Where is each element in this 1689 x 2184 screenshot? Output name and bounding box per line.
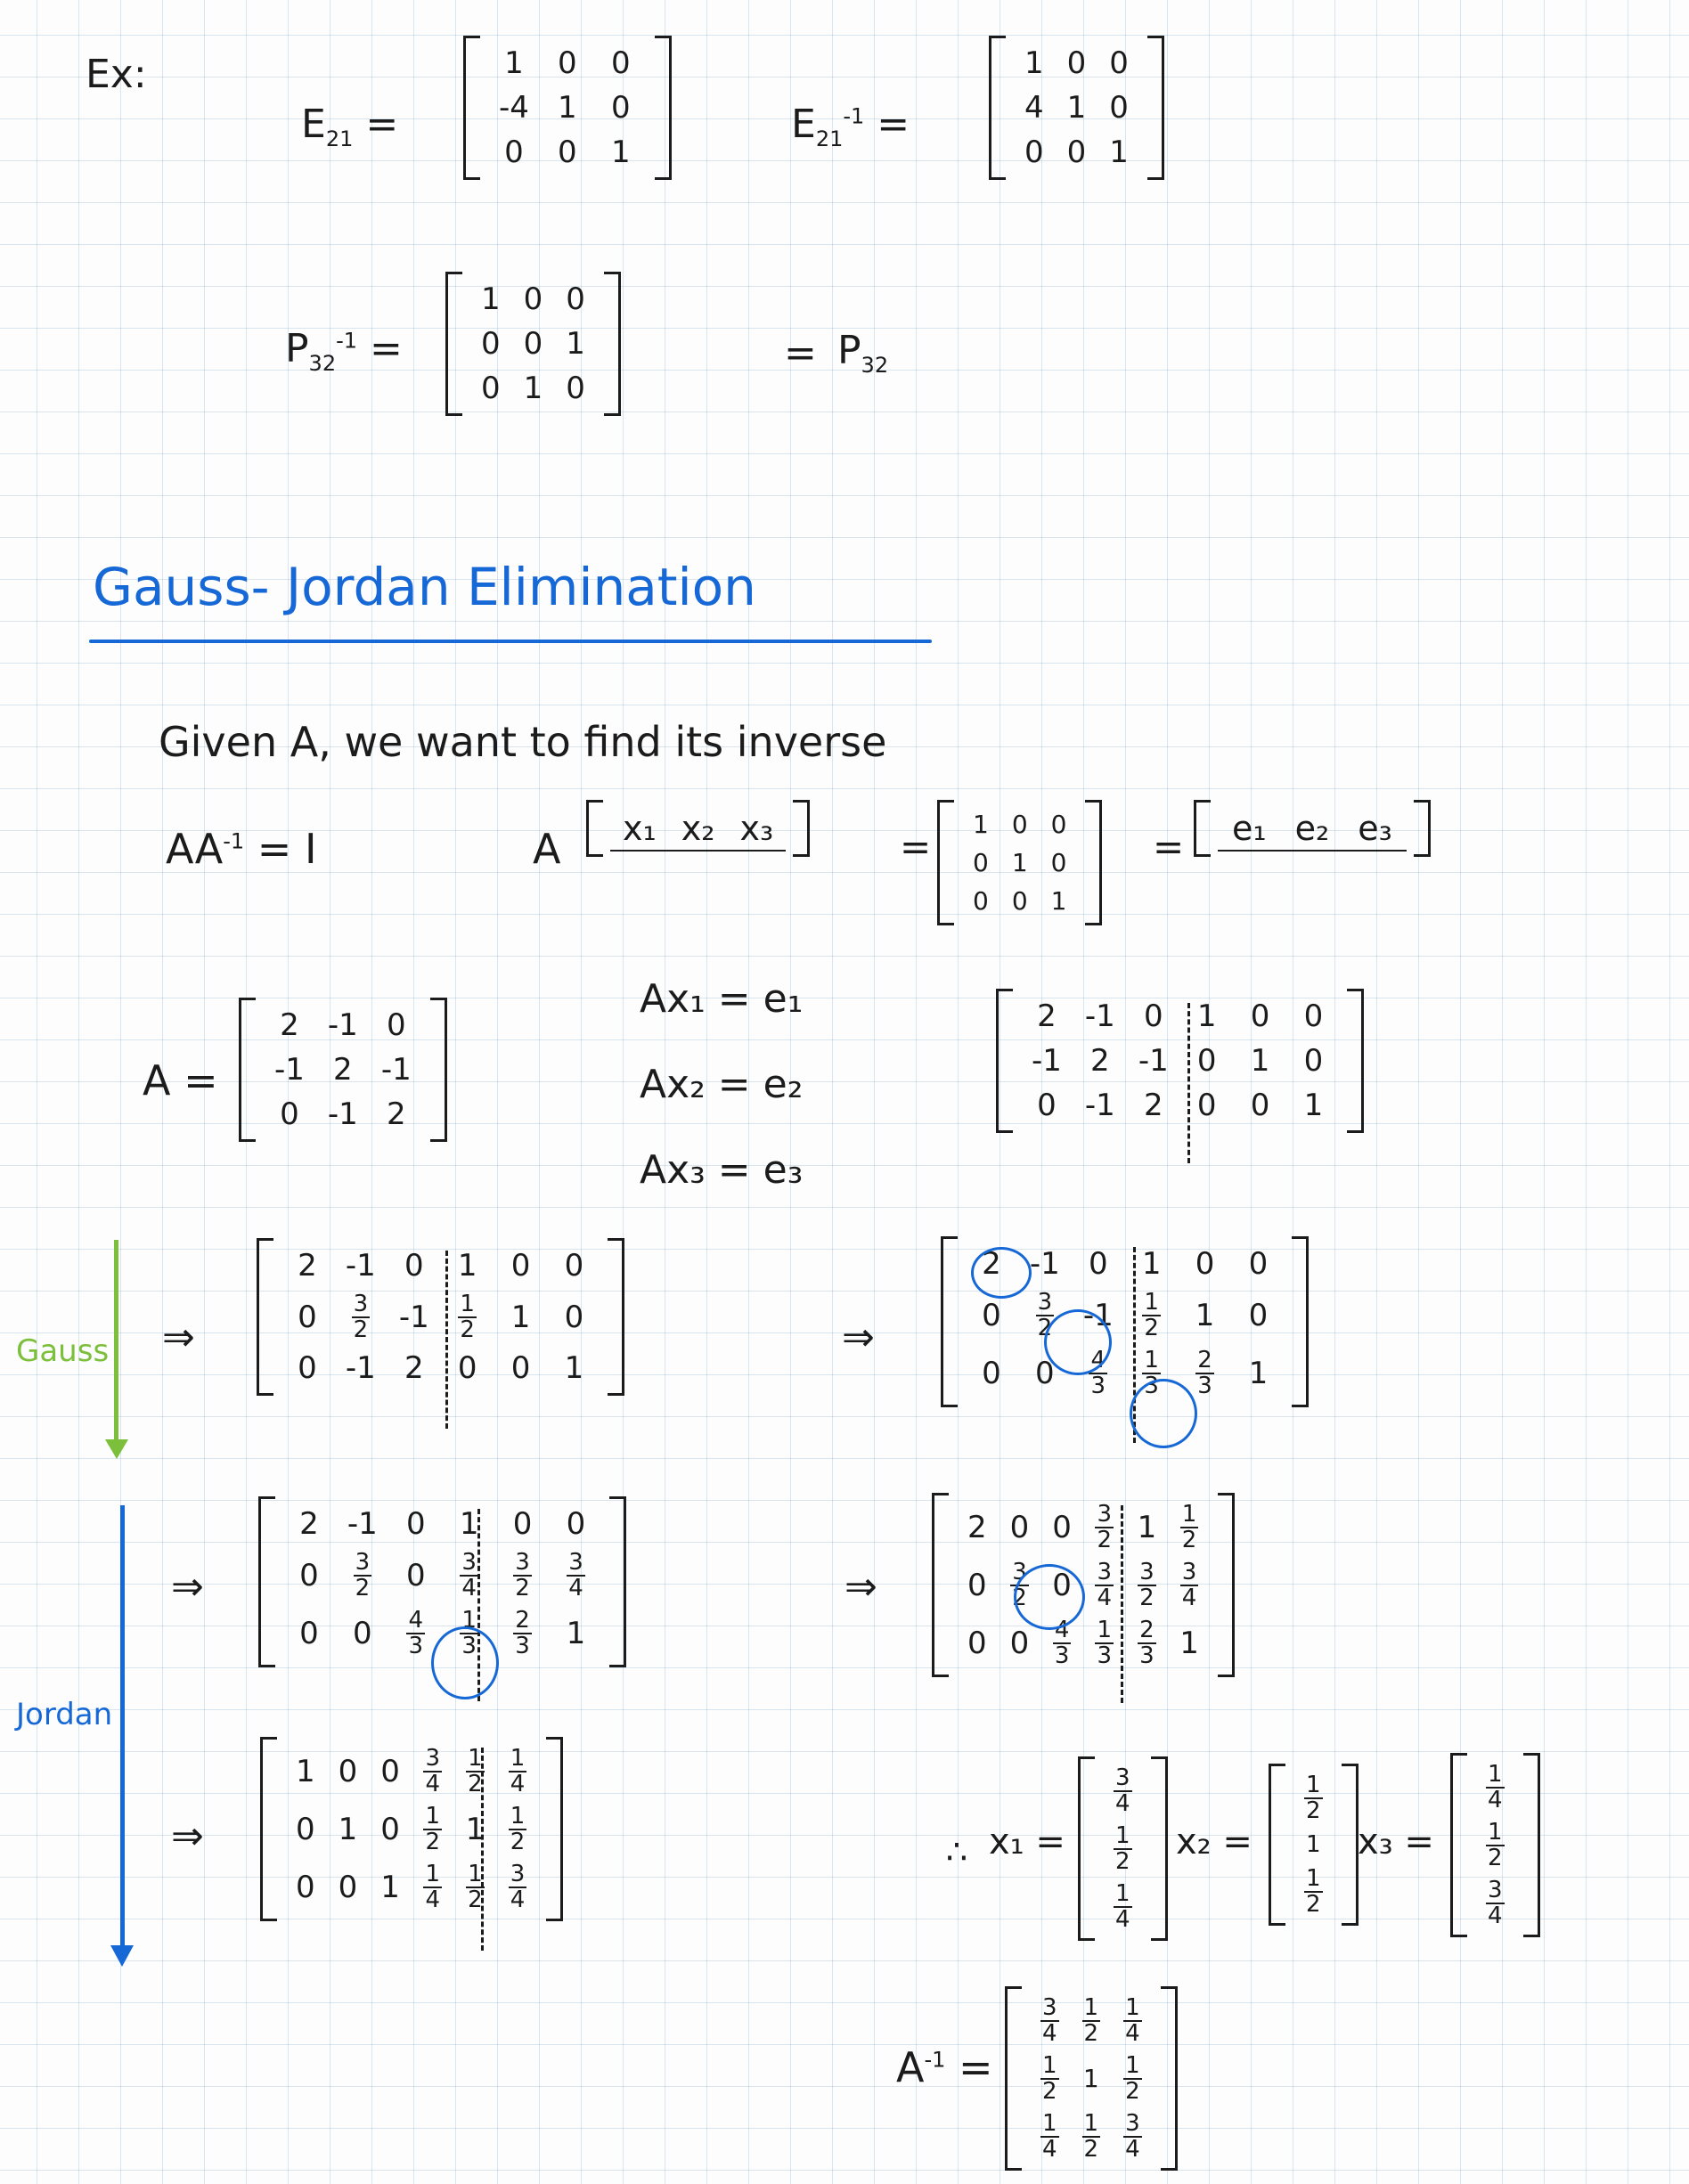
- matrix-cell: 0: [1035, 1355, 1055, 1391]
- matrix-cell: 0: [1250, 998, 1270, 1034]
- x2-label: x₂ =: [1176, 1821, 1252, 1862]
- matrix-cell: $\frac{1}{2}$: [1144, 1289, 1159, 1341]
- matrix-cell: $\frac{1}{4}$: [1488, 1761, 1503, 1813]
- matrix-cell: x₃: [727, 805, 786, 852]
- matrix-cell: 1: [1011, 848, 1028, 877]
- bracket-right: [655, 36, 672, 180]
- matrix-cell: -1: [327, 1096, 358, 1132]
- bracket-left: [932, 1493, 949, 1677]
- bracket-right: [1342, 1764, 1359, 1926]
- matrix-cell: e₃: [1343, 805, 1407, 852]
- matrix-cell: 1: [1141, 1246, 1162, 1282]
- matrix-e-columns: [1194, 800, 1431, 857]
- bracket-left: [996, 989, 1013, 1133]
- page-title: Gauss- Jordan Elimination: [93, 557, 756, 617]
- matrix-cell: $\frac{1}{2}$: [1488, 1819, 1503, 1871]
- matrix-cell: 0: [296, 1869, 315, 1905]
- matrix-cell: -1: [1032, 1043, 1062, 1079]
- jordan-label: Jordan: [16, 1697, 113, 1732]
- matrix-cell: -1: [345, 1350, 376, 1387]
- bracket-left: [1269, 1764, 1285, 1926]
- matrix-cell: 0: [1109, 45, 1129, 81]
- equals-identity: = I: [257, 825, 317, 873]
- equals-sign-1: =: [900, 825, 932, 868]
- matrix-cell: 0: [523, 281, 543, 317]
- matrix-cell: 0: [1009, 1509, 1030, 1545]
- matrix-cell: $\frac{3}{4}$: [510, 1861, 526, 1913]
- a-inverse-superscript: -1: [924, 2047, 946, 2073]
- bracket-left: [937, 800, 954, 925]
- matrix-cell: 1: [1196, 998, 1217, 1034]
- e21-subscript: 21: [325, 126, 354, 151]
- matrix-cell: 0: [610, 45, 631, 81]
- matrix-cell: 0: [405, 1506, 426, 1542]
- matrix-cell: $\frac{1}{4}$: [510, 1745, 526, 1797]
- e21inv-subscript: 21: [815, 126, 844, 151]
- matrix-cell: 1: [1179, 1625, 1199, 1661]
- implies-5: ⇒: [171, 1813, 204, 1859]
- matrix-cell: -1: [327, 1007, 358, 1043]
- e21-letter: E: [301, 102, 326, 147]
- matrix-cell: 0: [481, 371, 501, 406]
- matrix-cell: $\frac{3}{4}$: [425, 1745, 441, 1797]
- bracket-right: [1151, 1756, 1168, 1941]
- p32inv-subscript: 32: [308, 350, 337, 376]
- bracket-left: [257, 1238, 273, 1396]
- step4-divider: [1121, 1505, 1123, 1703]
- p32inv-letter: P: [285, 326, 309, 371]
- matrix-cell: 1: [1109, 134, 1129, 170]
- matrix-cell: $\frac{3}{2}$: [515, 1549, 530, 1601]
- matrix-cell: 2: [280, 1007, 299, 1043]
- matrix-a-label: A =: [143, 1056, 218, 1104]
- aa-superscript: -1: [223, 828, 245, 854]
- matrix-cell: 0: [380, 1811, 400, 1847]
- matrix-cell: $\frac{3}{4}$: [568, 1549, 583, 1601]
- matrix-e21: [463, 36, 672, 180]
- matrix-a: [239, 998, 447, 1142]
- matrix-cell: 1: [1250, 1043, 1270, 1079]
- matrix-cell: 2: [967, 1509, 987, 1545]
- matrix-cell: $\frac{3}{2}$: [1037, 1289, 1053, 1341]
- matrix-a-inverse: [1005, 1986, 1178, 2171]
- matrix-cell: 1: [973, 810, 989, 839]
- bracket-right: [1218, 1493, 1235, 1677]
- matrix-cell: 0: [1050, 848, 1067, 877]
- bracket-right: [1523, 1753, 1540, 1937]
- matrix-cell: 0: [510, 1248, 531, 1284]
- matrix-cell: $\frac{3}{4}$: [1181, 1559, 1197, 1611]
- matrix-cell: $\frac{2}{3}$: [1197, 1347, 1212, 1399]
- matrix-cell: $\frac{1}{2}$: [425, 1803, 441, 1855]
- matrix-cell: -1: [274, 1052, 305, 1088]
- p32inv-superscript: -1: [336, 328, 358, 354]
- matrix-cell: $\frac{3}{4}$: [1097, 1559, 1113, 1611]
- bracket-right: [608, 1238, 624, 1396]
- matrix-cell: 0: [1011, 810, 1028, 839]
- matrix-cell: 1: [465, 1811, 485, 1847]
- aa-inverse: AA: [166, 825, 224, 873]
- matrix-cell: 0: [404, 1248, 424, 1284]
- matrix-step4: [932, 1493, 1235, 1677]
- matrix-identity: [937, 800, 1102, 925]
- matrix-cell: x₂: [669, 805, 728, 852]
- bracket-right: [430, 998, 447, 1142]
- p32-equals: =: [784, 330, 817, 376]
- matrix-cell: 0: [299, 1557, 319, 1593]
- e21-inverse-label: $E_{21}^{-1}$ =: [791, 102, 910, 151]
- matrix-cell: $\frac{3}{2}$: [1139, 1559, 1155, 1611]
- matrix-cell: 0: [973, 848, 989, 877]
- bracket-right: [609, 1496, 626, 1667]
- matrix-cell: 1: [1024, 45, 1044, 81]
- matrix-cell: $\frac{1}{2}$: [1115, 1822, 1130, 1875]
- jordan-arrow-shaft: [120, 1505, 125, 1949]
- matrix-cell: $\frac{1}{2}$: [468, 1861, 483, 1913]
- pivot-circle-5: [1014, 1564, 1085, 1630]
- vector-x2: [1269, 1764, 1359, 1926]
- matrix-cell: 0: [1109, 90, 1129, 126]
- matrix-cell: 0: [967, 1625, 987, 1661]
- matrix-cell: 0: [299, 1615, 319, 1651]
- matrix-cell: $\frac{3}{4}$: [1488, 1877, 1503, 1929]
- step1-divider: [445, 1251, 448, 1429]
- vector-x1: [1078, 1756, 1168, 1941]
- matrix-cell: 0: [1024, 134, 1044, 170]
- gauss-arrow-shaft: [114, 1240, 118, 1443]
- vector-x3: [1450, 1753, 1540, 1937]
- matrix-cell: 0: [1066, 45, 1087, 81]
- system-eq-2: Ax₂ = e₂: [640, 1062, 804, 1107]
- matrix-cell: 0: [1088, 1246, 1108, 1282]
- e21-label: $E_{21}$ =: [301, 102, 399, 151]
- matrix-cell: -1: [347, 1506, 378, 1542]
- bracket-left: [1078, 1756, 1095, 1941]
- matrix-cell: -1: [1084, 998, 1115, 1034]
- matrix-cell: 1: [1050, 886, 1067, 916]
- jordan-arrow-head: [110, 1945, 134, 1967]
- matrix-cell: $\frac{1}{2}$: [460, 1291, 475, 1343]
- matrix-cell: 1: [1306, 1831, 1321, 1859]
- matrix-cell: 0: [1248, 1246, 1269, 1282]
- matrix-cell: 0: [1143, 998, 1163, 1034]
- matrix-cell: 2: [333, 1052, 353, 1088]
- matrix-cell: 0: [1248, 1297, 1269, 1333]
- bracket-right: [1085, 800, 1102, 925]
- equals-sign-2: =: [1153, 825, 1185, 868]
- matrix-cell: 1: [457, 1248, 477, 1284]
- matrix-cell: $\frac{3}{2}$: [1012, 1559, 1027, 1611]
- pivot-circle-1: [971, 1247, 1032, 1299]
- matrix-cell: 1: [296, 1753, 315, 1789]
- pivot-circle-3: [1130, 1379, 1197, 1448]
- x3-label: x₃ =: [1358, 1821, 1434, 1862]
- matrix-cell: e₂: [1281, 805, 1344, 852]
- matrix-cell: 0: [1009, 1625, 1030, 1661]
- matrix-cell: 2: [386, 1096, 406, 1132]
- bracket-left: [463, 36, 480, 180]
- matrix-cell: 0: [338, 1753, 358, 1789]
- a-inverse-label: [896, 2043, 993, 2091]
- matrix-cell: x₁: [610, 805, 669, 852]
- bracket-right: [604, 272, 621, 416]
- matrix-cell: 2: [982, 1246, 1001, 1282]
- matrix-cell: $\frac{2}{3}$: [1139, 1617, 1155, 1669]
- matrix-cell: 0: [405, 1557, 426, 1593]
- bracket-right: [1347, 989, 1364, 1133]
- matrix-cell: 1: [481, 281, 501, 317]
- matrix-cell: $\frac{1}{4}$: [425, 1861, 441, 1913]
- matrix-cell: $\frac{1}{2}$: [1083, 1994, 1099, 2047]
- matrix-cell: -1: [1082, 1297, 1114, 1333]
- intro-line: Given A, we want to find its inverse: [159, 718, 887, 766]
- matrix-cell: $\frac{1}{2}$: [510, 1803, 526, 1855]
- p32-letter: P: [837, 328, 861, 373]
- matrix-cell: 0: [298, 1350, 317, 1387]
- matrix-cell: 2: [299, 1506, 319, 1542]
- matrix-cell: 1: [380, 1869, 400, 1905]
- x1-label: x₁ =: [989, 1821, 1065, 1862]
- bracket-right: [1292, 1236, 1309, 1407]
- matrix-cell: 0: [353, 1615, 372, 1651]
- matrix-cell: 1: [1082, 2064, 1099, 2094]
- matrix-cell: $\frac{3}{4}$: [1125, 2110, 1140, 2163]
- matrix-cell: 0: [1052, 1567, 1072, 1603]
- bracket-left: [239, 998, 256, 1142]
- matrix-cell: 0: [1050, 810, 1067, 839]
- matrix-cell: 0: [380, 1753, 400, 1789]
- matrix-cell: $\frac{1}{4}$: [1115, 1880, 1130, 1933]
- bracket-right: [1414, 800, 1431, 857]
- bracket-left: [260, 1737, 277, 1921]
- pivot-circle-2: [1044, 1309, 1112, 1375]
- bracket-right: [1161, 1986, 1178, 2171]
- bracket-left: [586, 800, 603, 857]
- matrix-cell: 0: [1250, 1088, 1270, 1123]
- matrix-cell: $\frac{1}{2}$: [1125, 2052, 1140, 2105]
- matrix-cell: $\frac{1}{4}$: [1042, 2110, 1057, 2163]
- matrix-cell: 0: [566, 1506, 586, 1542]
- matrix-cell: 1: [1137, 1509, 1157, 1545]
- p32-label: [837, 328, 889, 378]
- bracket-left: [1450, 1753, 1467, 1937]
- matrix-cell: 0: [967, 1567, 987, 1603]
- example-label: Ex:: [86, 52, 147, 97]
- matrix-cell: $\frac{3}{2}$: [353, 1291, 369, 1343]
- title-underline: [89, 640, 932, 643]
- matrix-cell: $\frac{1}{2}$: [1181, 1501, 1197, 1553]
- matrix-cell: 1: [610, 134, 631, 170]
- matrix-cell: $\frac{3}{4}$: [461, 1549, 477, 1601]
- matrix-cell: $\frac{1}{4}$: [1125, 1994, 1140, 2047]
- implies-3: ⇒: [171, 1564, 204, 1609]
- matrix-cell: 0: [564, 1299, 584, 1335]
- matrix-cell: 1: [564, 1350, 584, 1387]
- matrix-cell: 0: [504, 134, 524, 170]
- matrix-cell: $\frac{1}{2}$: [468, 1745, 483, 1797]
- bracket-left: [1194, 800, 1211, 857]
- matrix-cell: 1: [1303, 1088, 1324, 1123]
- matrix-cell: 0: [512, 1506, 533, 1542]
- matrix-cell: 1: [338, 1811, 358, 1847]
- matrix-cell: 1: [1066, 90, 1087, 126]
- matrix-cell: $\frac{1}{2}$: [1083, 2110, 1099, 2163]
- matrix-cell: 0: [1037, 1088, 1057, 1123]
- pivot-circle-4: [431, 1626, 499, 1699]
- matrix-cell: $\frac{1}{3}$: [1144, 1347, 1159, 1399]
- bracket-right: [546, 1737, 563, 1921]
- step5-divider: [481, 1748, 484, 1951]
- matrix-cell: 0: [558, 45, 577, 81]
- matrix-cell: 1: [459, 1506, 479, 1542]
- matrix-cell: -1: [1138, 1043, 1169, 1079]
- matrix-cell: 0: [1195, 1246, 1215, 1282]
- matrix-cell: -1: [380, 1052, 412, 1088]
- matrix-cell: 2: [1143, 1088, 1163, 1123]
- matrix-cell: 1: [523, 371, 543, 406]
- matrix-cell: 0: [1303, 998, 1324, 1034]
- matrix-cell: $\frac{3}{4}$: [1042, 1994, 1057, 2047]
- matrix-cell: 0: [457, 1350, 477, 1387]
- matrix-cell: 0: [338, 1869, 358, 1905]
- implies-1: ⇒: [162, 1315, 195, 1360]
- matrix-cell: 1: [1248, 1355, 1269, 1391]
- matrix-cell: 0: [510, 1350, 531, 1387]
- e21inv-superscript: -1: [843, 103, 865, 129]
- bracket-left: [1005, 1986, 1022, 2171]
- matrix-cell: $\frac{3}{2}$: [355, 1549, 371, 1601]
- matrix-cell: $\frac{3}{4}$: [1115, 1764, 1130, 1817]
- matrix-cell: 0: [566, 281, 585, 317]
- matrix-cell: $\frac{2}{3}$: [515, 1607, 530, 1659]
- matrix-cell: 2: [1090, 1043, 1110, 1079]
- therefore-symbol: ∴: [946, 1832, 968, 1871]
- a-inverse-equals: =: [959, 2043, 993, 2091]
- bracket-left: [445, 272, 462, 416]
- matrix-cell: 0: [566, 371, 585, 406]
- bracket-left: [941, 1236, 958, 1407]
- matrix-cell: 0: [982, 1355, 1001, 1391]
- matrix-cell: 2: [298, 1248, 317, 1284]
- matrix-cell: 0: [973, 886, 989, 916]
- matrix-cell: 0: [481, 326, 501, 362]
- matrix-p32-inverse: [445, 272, 621, 416]
- a-times-x-label: A: [533, 825, 561, 873]
- matrix-cell: 2: [404, 1350, 424, 1387]
- matrix-cell: $\frac{4}{3}$: [1090, 1347, 1106, 1399]
- implies-4: ⇒: [844, 1564, 877, 1609]
- matrix-cell: 0: [280, 1096, 299, 1132]
- augmented-divider: [1187, 1003, 1190, 1163]
- matrix-cell: $\frac{1}{3}$: [461, 1607, 477, 1659]
- a-inverse-letter: A: [896, 2043, 925, 2091]
- gauss-label: Gauss: [16, 1333, 110, 1369]
- matrix-cell: -1: [345, 1248, 376, 1284]
- matrix-cell: -1: [1029, 1246, 1060, 1282]
- matrix-cell: 0: [1052, 1509, 1072, 1545]
- matrix-cell: -4: [499, 90, 529, 126]
- matrix-cell: 1: [1195, 1297, 1215, 1333]
- bracket-right: [1147, 36, 1164, 180]
- matrix-cell: 0: [1011, 886, 1028, 916]
- matrix-cell: 0: [564, 1248, 584, 1284]
- bracket-left: [989, 36, 1006, 180]
- matrix-cell: 0: [1196, 1088, 1217, 1123]
- matrix-cell: 1: [510, 1299, 531, 1335]
- matrix-cell: $\frac{1}{3}$: [1097, 1617, 1113, 1669]
- matrix-cell: $\frac{1}{2}$: [1306, 1865, 1321, 1918]
- implies-2: ⇒: [842, 1315, 875, 1360]
- matrix-cell: 0: [298, 1299, 317, 1335]
- matrix-cell: 0: [386, 1007, 406, 1043]
- matrix-cell: 0: [523, 326, 543, 362]
- matrix-cell: e₁: [1218, 805, 1281, 852]
- matrix-cell: 4: [1024, 90, 1044, 126]
- matrix-x-columns: [586, 800, 810, 857]
- matrix-cell: -1: [1084, 1088, 1115, 1123]
- matrix-cell: 0: [296, 1811, 315, 1847]
- matrix-cell: 0: [610, 90, 631, 126]
- p32-inverse-label: $P_{32}^{-1}$ =: [285, 326, 403, 376]
- matrix-step5: [260, 1737, 563, 1921]
- e21inv-letter: E: [791, 102, 816, 147]
- matrix-cell: 2: [1037, 998, 1057, 1034]
- matrix-cell: 0: [1066, 134, 1087, 170]
- matrix-cell: $\frac{1}{2}$: [1306, 1772, 1321, 1824]
- gauss-arrow-head: [105, 1439, 128, 1459]
- augmented-matrix-start: [996, 989, 1364, 1133]
- matrix-cell: $\frac{1}{2}$: [1042, 2052, 1057, 2105]
- matrix-cell: $\frac{4}{3}$: [408, 1607, 424, 1659]
- system-eq-1: Ax₁ = e₁: [640, 976, 804, 1022]
- inverse-identity-eq: [166, 825, 317, 873]
- matrix-cell: $\frac{4}{3}$: [1054, 1617, 1070, 1669]
- matrix-cell: 1: [504, 45, 524, 81]
- matrix-cell: 1: [558, 90, 577, 126]
- p32-subscript: 32: [861, 352, 889, 378]
- bracket-left: [258, 1496, 275, 1667]
- matrix-cell: 0: [982, 1297, 1001, 1333]
- matrix-cell: -1: [398, 1299, 429, 1335]
- matrix-cell: 0: [1303, 1043, 1324, 1079]
- matrix-e21-inverse: [989, 36, 1164, 180]
- bracket-right: [793, 800, 810, 857]
- matrix-step1: [257, 1238, 624, 1396]
- matrix-cell: 1: [566, 1615, 586, 1651]
- system-eq-3: Ax₃ = e₃: [640, 1147, 804, 1193]
- matrix-cell: 0: [558, 134, 577, 170]
- matrix-cell: 0: [1196, 1043, 1217, 1079]
- matrix-cell: 1: [566, 326, 585, 362]
- matrix-cell: $\frac{3}{2}$: [1097, 1501, 1113, 1553]
